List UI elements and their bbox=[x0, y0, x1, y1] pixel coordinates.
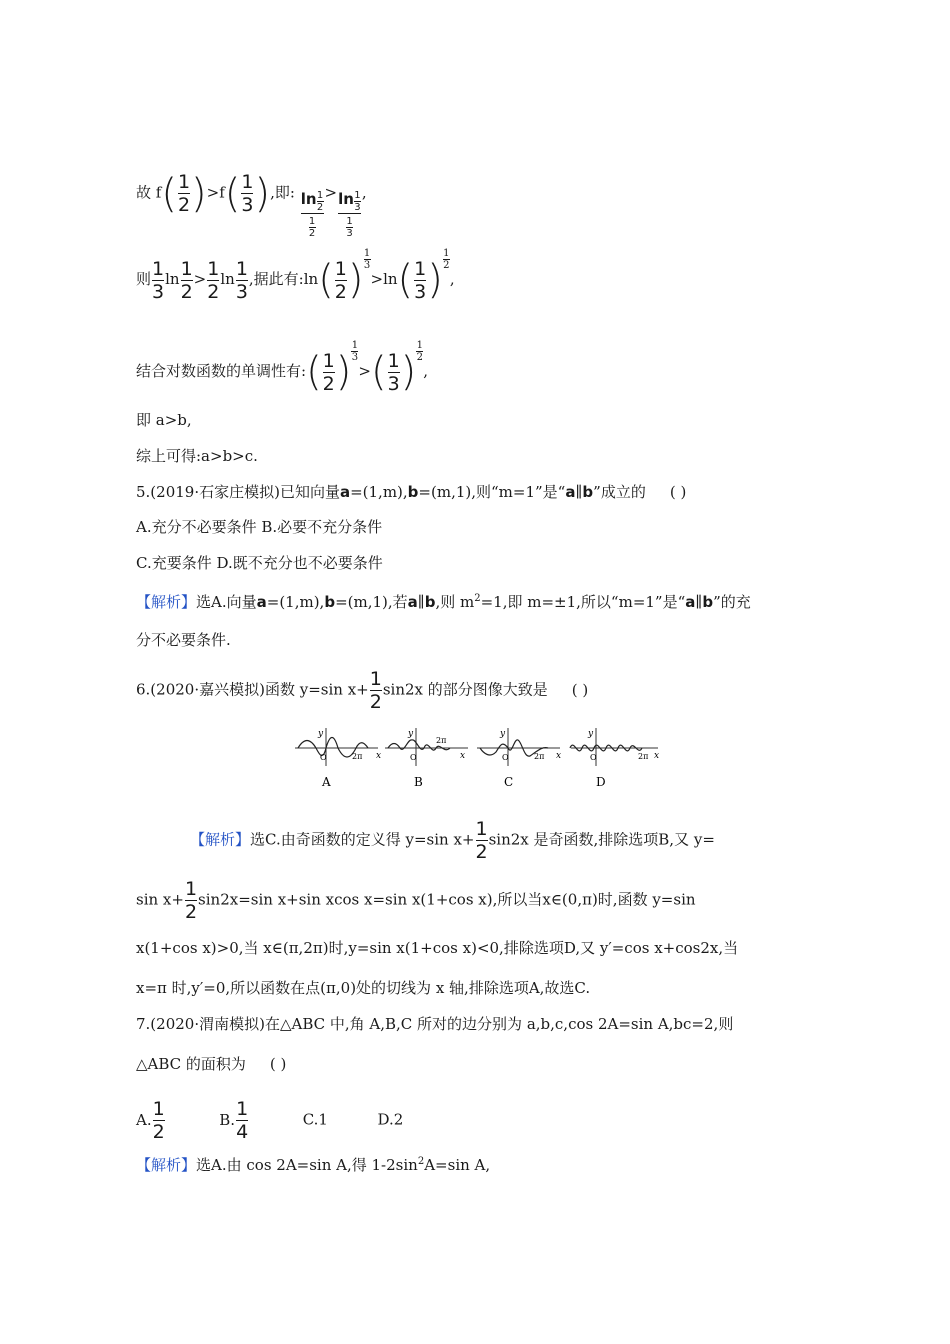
question-7-answer: 【解析】选A.由 cos 2A=sin A,得 $1-2\sin^2A=\sin$ A, bbox=[136, 1156, 491, 1174]
option-d[interactable]: D.2 bbox=[377, 1110, 404, 1129]
svg-text:O: O bbox=[410, 753, 417, 762]
svg-text:2π: 2π bbox=[638, 752, 649, 761]
svg-text:O: O bbox=[320, 753, 327, 762]
question-5-answer: 【解析】选A.向量a=(1,m),b=(m,1),若a∥b,则 $m^2=1$,即 m=±1,所以“m=1”是“a∥b”的充 bbox=[136, 593, 751, 611]
solution-line-2: 则 $\frac{1}{3}$ ln $\frac{1}{2}$ > $\frac{1}{2}$ ln $\frac{1}{3}$ ,据此有:ln( $\frac{1}{2}$ ) $\frac{1}{3}$ >ln( $\frac{1}{3}$ ) $\frac{1}{2}$ , bbox=[136, 248, 455, 303]
question-6-answer-line-3: x(1+cos x)>0,当 x∈(π,2π)时,y=sin x(1+cos x)<0,排除选项D,又 y′=cos x+cos2x,当 bbox=[136, 939, 739, 957]
svg-text:y: y bbox=[318, 729, 324, 739]
question-7-stem: 7.(2020·渭南模拟)在△ABC 中,角 A,B,C 所对的边分别为 a,b,c,cos 2A=sin A,bc=2,则 bbox=[136, 1015, 734, 1033]
graph-c[interactable] bbox=[477, 728, 561, 789]
analysis-tag: 【解析】 bbox=[136, 593, 197, 611]
question-7-stem-cont: △ABC 的面积为 ( ) bbox=[136, 1055, 287, 1073]
svg-text:y: y bbox=[408, 729, 414, 739]
ln-fraction: ln $\frac{1}{3}$ $\frac{1}{3}$ bbox=[338, 190, 361, 239]
svg-text:C: C bbox=[504, 775, 514, 789]
analysis-tag: 【解析】 bbox=[136, 1156, 197, 1174]
svg-text:2π: 2π bbox=[534, 752, 545, 761]
solution-line-1: 故 f( $\frac{1}{2}$ )>f( $\frac{1}{3}$ ),即: ln $\frac{1}{2}$ $\frac{1}{2}$ > ln $\frac{1}{3}$ $\frac{1}{3}$ , bbox=[136, 170, 367, 239]
fraction: $\frac{1}{2}$ bbox=[177, 171, 191, 216]
question-6-answer-line-4: x=π 时,y′=0,所以函数在点(π,0)处的切线为 x 轴,排除选项A,故选C. bbox=[136, 979, 591, 997]
question-5-options-cd: C.充要条件 D.既不充分也不必要条件 bbox=[136, 554, 383, 572]
svg-text:x: x bbox=[460, 751, 466, 761]
svg-text:x: x bbox=[376, 751, 382, 761]
svg-text:y: y bbox=[588, 729, 594, 739]
ln-fraction: ln $\frac{1}{2}$ $\frac{1}{2}$ bbox=[300, 190, 324, 239]
question-6-answer: 【解析】选C.由奇函数的定义得 y=sin x+ $\frac{1}{2}$ sin2x 是奇函数,排除选项B,又 y= bbox=[190, 818, 715, 863]
svg-text:2π: 2π bbox=[436, 736, 447, 745]
option-c[interactable]: C.1 bbox=[302, 1110, 328, 1129]
question-6-answer-line-2: sin x+ $\frac{1}{2}$ sin2x=sin x+sin xcos x=sin x(1+cos x),所以当x∈(0,π)时,函数 y=sin bbox=[136, 878, 696, 923]
svg-text:B: B bbox=[414, 775, 423, 789]
svg-text:2π: 2π bbox=[352, 752, 363, 761]
svg-text:y: y bbox=[500, 729, 506, 739]
question-5-options-ab: A.充分不必要条件 B.必要不充分条件 bbox=[136, 518, 383, 536]
svg-text:x: x bbox=[654, 751, 660, 761]
solution-line-4: 即 a>b, bbox=[136, 411, 192, 429]
option-a[interactable]: A. $\frac{1}{2}$ bbox=[136, 1098, 165, 1143]
question-7-options bbox=[136, 1098, 403, 1143]
option-b[interactable]: B. $\frac{1}{4}$ bbox=[219, 1098, 249, 1143]
question-5-answer-cont: 分不必要条件. bbox=[136, 631, 231, 649]
analysis-tag: 【解析】 bbox=[190, 830, 251, 849]
solution-line-5: 综上可得:a>b>c. bbox=[136, 447, 258, 465]
graph-a[interactable] bbox=[295, 728, 381, 789]
question-6-stem: 6.(2020·嘉兴模拟)函数 y=sin x+ $\frac{1}{2}$ sin2x 的部分图像大致是 ( ) bbox=[136, 668, 589, 713]
graph-b[interactable] bbox=[385, 728, 468, 789]
svg-text:x: x bbox=[556, 751, 562, 761]
svg-text:A: A bbox=[322, 775, 331, 789]
fraction: $\frac{1}{3}$ bbox=[241, 171, 254, 216]
graph-d[interactable] bbox=[570, 728, 659, 789]
svg-text:D: D bbox=[596, 775, 606, 789]
solution-line-3: 结合对数函数的单调性有:( $\frac{1}{2}$ ) $\frac{1}{3}$ >( $\frac{1}{3}$ ) $\frac{1}{2}$ , bbox=[136, 340, 429, 395]
option-graphs bbox=[290, 724, 670, 792]
svg-text:O: O bbox=[590, 753, 597, 762]
svg-text:O: O bbox=[502, 753, 509, 762]
question-5-stem: 5.(2019·石家庄模拟)已知向量a=(1,m),b=(m,1),则“m=1”是“a∥b”成立的 ( ) bbox=[136, 483, 687, 501]
